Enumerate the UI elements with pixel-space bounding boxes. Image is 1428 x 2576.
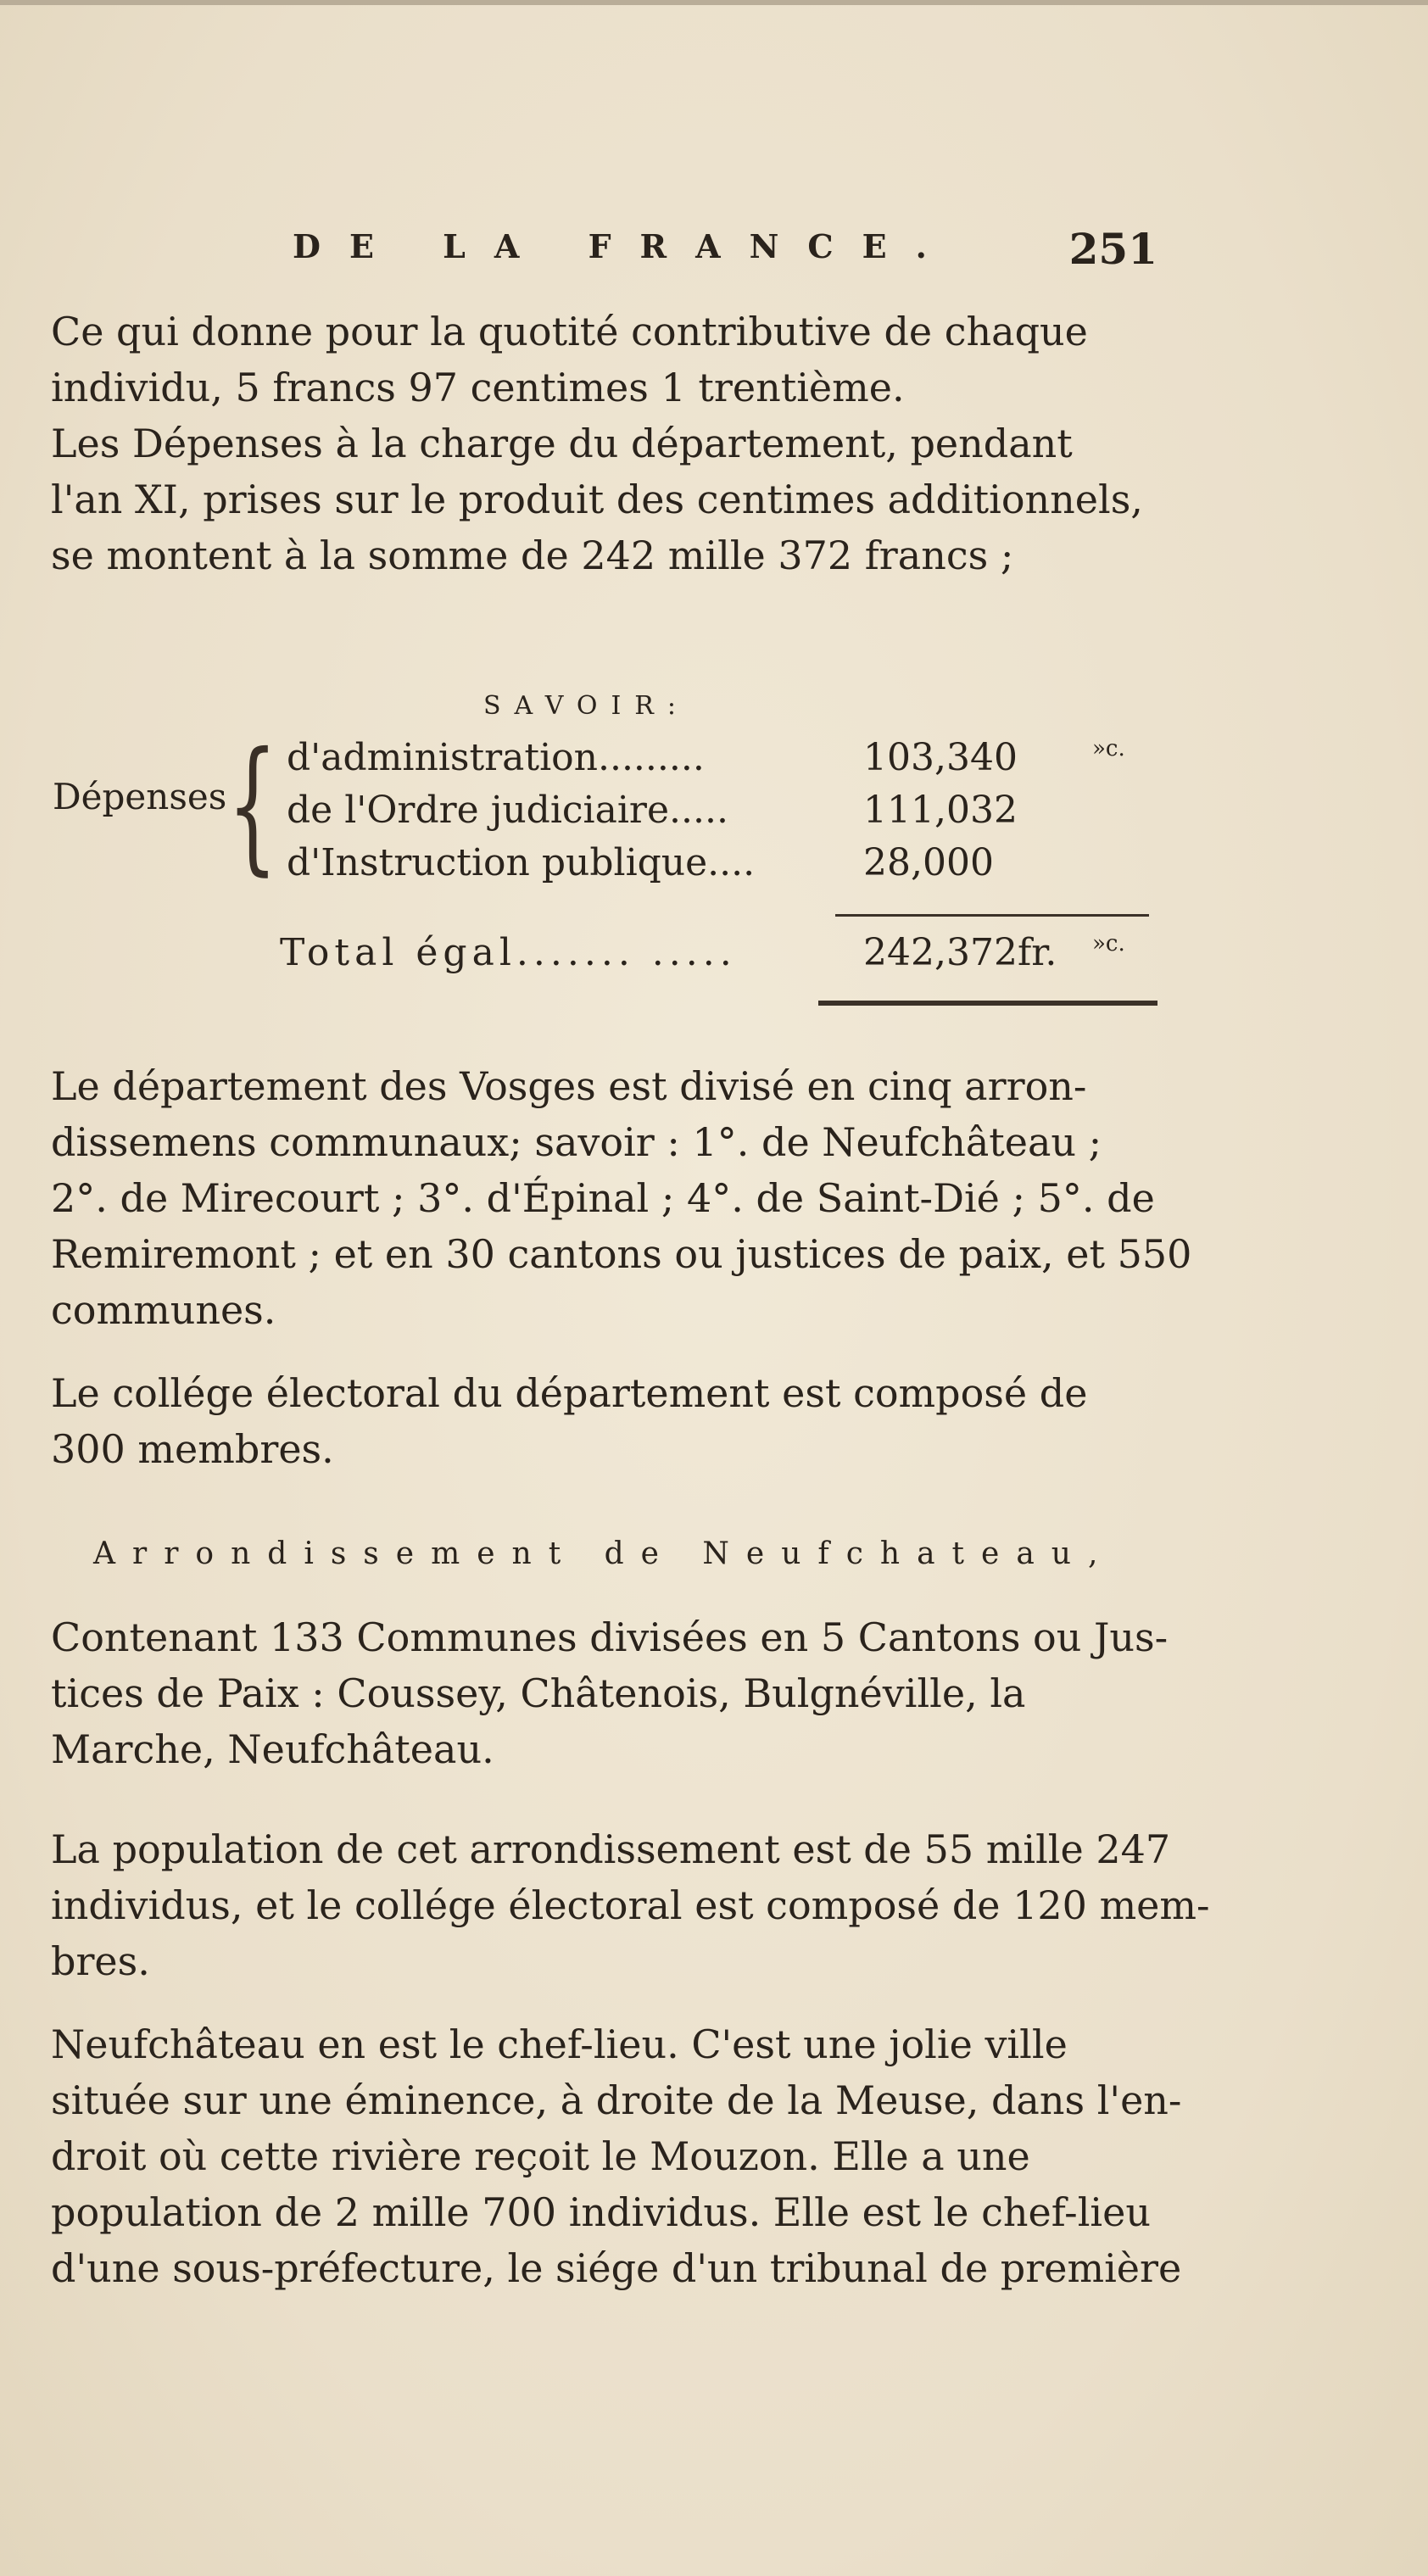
text-line: dissemens communaux; savoir : 1°. de Neufchâteau ; [51,1119,1102,1165]
text-line: se montent à la somme de 242 mille 372 francs ; [51,532,1014,578]
running-title: DE LA FRANCE. [293,227,956,265]
paragraph-college [51,1365,1153,1477]
text-line: située sur une éminence, à droite de la Meuse, dans l'en- [51,2077,1182,2123]
text-line: l'an XI, prises sur le produit des centimes additionnels, [51,477,1143,522]
text-line: population de 2 mille 700 individus. Elle est le chef-lieu [51,2189,1151,2235]
expense-row [287,736,1135,787]
total-row [280,931,1128,982]
page-header [293,224,1157,287]
text-line: individu, 5 francs 97 centimes 1 trentième. [51,365,905,410]
expense-label: de l'Ordre judiciaire..... [287,789,728,832]
text-line: communes. [51,1287,276,1333]
total-value: 242,372fr. [863,931,1057,974]
text-line: Le collége électoral du département est composé de [51,1370,1088,1416]
depenses-label: Dépenses [53,776,227,817]
page-top-edge [0,0,1428,5]
text-line: tices de Paix : Coussey, Châtenois, Bulgnéville, la [51,1670,1026,1716]
text-line: Les Dépenses à la charge du département, pendant [51,421,1073,466]
text-line: Remiremont ; et en 30 cantons ou justices de paix, et 550 [51,1231,1192,1277]
total-label: Total égal....... ..... [280,931,737,974]
sum-rule [835,914,1149,917]
text-line: individus, et le collége électoral est composé de 120 mem- [51,1882,1210,1928]
text-line: bres. [51,1938,150,1984]
paragraph-neufchateau [51,2016,1182,2296]
text-line: droit où cette rivière reçoit le Mouzon. Elle a une [51,2133,1030,2179]
expense-unit: »c. [1092,736,1125,761]
expense-label: d'Instruction publique.... [287,841,756,884]
text-line: La population de cet arrondissement est de 55 mille 247 [51,1826,1171,1872]
savoir-heading: SAVOIR: [483,691,690,721]
curly-brace: { [227,722,278,889]
expense-row [287,789,1135,839]
expense-value: 28,000 [863,841,994,884]
total-unit: »c. [1092,931,1125,956]
text-line: Le département des Vosges est divisé en cinq arron- [51,1063,1087,1109]
text-line: Contenant 133 Communes divisées en 5 Cantons ou Jus- [51,1614,1169,1660]
text-line: 300 membres. [51,1426,334,1472]
text-line: Neufchâteau en est le chef-lieu. C'est une jolie ville [51,2021,1068,2067]
expense-value: 111,032 [863,789,1018,832]
paragraph-population [51,1821,1210,1989]
text-line: Ce qui donne pour la quotité contributive de chaque [51,309,1088,354]
intro-paragraph [51,304,1153,583]
expense-row [287,841,1135,892]
text-line: d'une sous-préfecture, le siége d'un tribunal de première [51,2245,1182,2291]
section-title: Arrondissement de Neufchateau, [93,1536,1115,1571]
text-line: Marche, Neufchâteau. [51,1726,494,1772]
page-number: 251 [1068,224,1157,274]
paragraph-communes [51,1609,1169,1777]
paragraph-arrondissements [51,1058,1192,1338]
expense-label: d'administration......... [287,736,705,779]
total-double-rule [818,1001,1157,1006]
text-line: 2°. de Mirecourt ; 3°. d'Épinal ; 4°. de Saint-Dié ; 5°. de [51,1175,1155,1221]
expense-value: 103,340 [863,736,1018,779]
